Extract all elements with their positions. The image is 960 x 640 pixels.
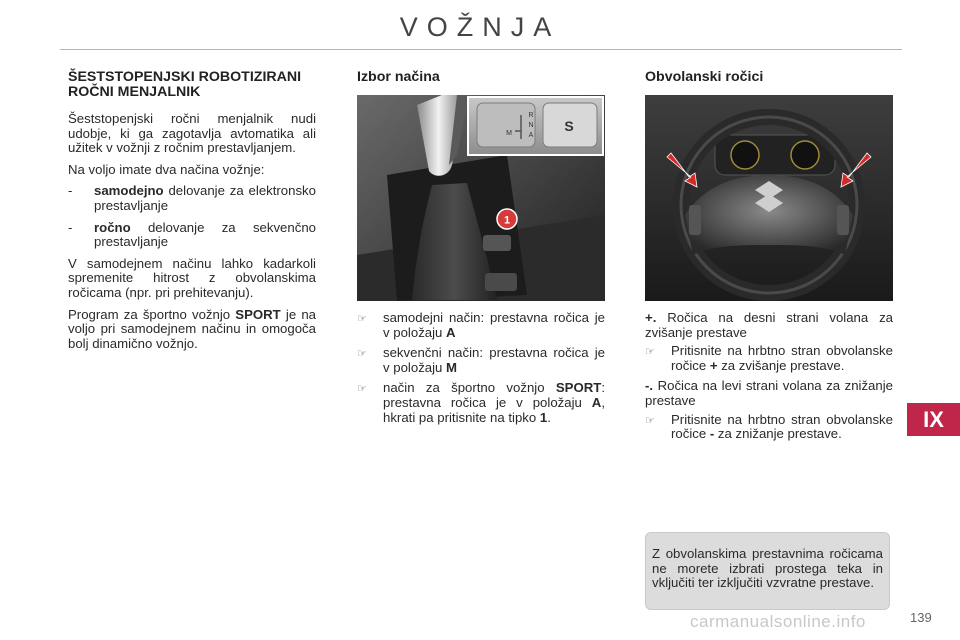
list-item: -. Ročica na levi strani volana za znižanje prestave: [645, 378, 893, 408]
page-title: VOŽNJA: [399, 12, 561, 42]
bullet-hand-icon: ☞: [357, 383, 367, 396]
title-divider: [60, 49, 902, 50]
bullet-hand-icon: ☞: [357, 313, 367, 325]
section-heading-mode: Izbor načina: [357, 69, 440, 85]
list-item: ☞ način za športno vožnjo SPORT: prestavna ročica je v položaju A, hkrati pa pritisnite na tipko 1.: [357, 380, 605, 425]
position-a: A: [446, 324, 456, 340]
list-item: [68, 221, 316, 250]
gear-selector-photo: [357, 95, 605, 301]
column-gearbox-intro: [68, 70, 316, 358]
list-item: ☞ Pritisnite na hrbtno stran obvolanske ročice + za zvišanje prestave.: [645, 343, 893, 373]
column-mode-selection: [357, 70, 605, 431]
sport-term: SPORT: [235, 306, 281, 322]
section-heading-gearbox: ŠESTSTOPENJSKI ROBOTIZIRANI ROČNI MENJALNIK: [68, 69, 302, 100]
mode-auto-desc: delovanje za elektronsko prestavljanje: [94, 183, 316, 213]
intro-paragraph: Šeststopenjski ročni menjalnik nudi udobje, ki ga zagotavlja avtomatika ali užitek v vožnji z ročnim prestavljanjem.: [68, 111, 316, 156]
list-dash: -: [68, 219, 73, 235]
list-item: +. Ročica na desni strani volana za zvišanje prestave: [645, 310, 893, 340]
minus-sign: -.: [645, 378, 654, 394]
position-m: M: [446, 359, 458, 375]
note-box: Z obvolanskima prestavnima ročicama ne morete izbrati prostega teka in vključiti ter izključiti vzvratne prestave.: [645, 532, 890, 610]
column-paddles: [645, 70, 893, 448]
sport-button-label: S: [564, 118, 574, 134]
steering-wheel-illustration: [645, 95, 893, 301]
modes-intro: Na voljo imate dva načina vožnje:: [68, 161, 265, 177]
chapter-tab[interactable]: IX: [907, 403, 960, 436]
list-dash: -: [68, 183, 73, 199]
label-a: A: [528, 132, 534, 139]
list-item: ☞ Pritisnite na hrbtno stran obvolanske ročice - za znižanje prestave.: [645, 411, 893, 442]
list-item: ☞ samodejni način: prestavna ročica je v položaju A: [357, 310, 605, 340]
callout-1: 1: [503, 214, 511, 227]
list-item: ☞ sekvenčni način: prestavna ročica je v položaju M: [357, 345, 605, 375]
page-number: 139: [910, 610, 932, 625]
gear-selector-illustration: [357, 95, 605, 301]
label-r: R: [528, 112, 534, 119]
label-m: M: [506, 130, 512, 137]
mode-auto-term: samodejno: [94, 183, 164, 199]
label-n: N: [528, 122, 534, 129]
watermark: carmanualsonline.info: [690, 612, 866, 631]
mode-manual-term: ročno: [94, 219, 131, 235]
bullet-hand-icon: ☞: [645, 414, 655, 427]
bullet-hand-icon: ☞: [645, 346, 655, 359]
bullet-hand-icon: ☞: [357, 348, 367, 361]
section-heading-paddles: Obvolanski ročici: [645, 69, 764, 85]
auto-mode-paragraph: V samodejnem načinu lahko kadarkoli spremenite hitrost z obvolanskima ročicama (npr. pri prehitevanju).: [68, 255, 316, 300]
steering-wheel-photo: [645, 95, 893, 301]
mode-manual-desc: delovanje za sekvenčno prestavljanje: [94, 219, 316, 250]
list-item: [68, 184, 316, 213]
plus-sign: +.: [645, 310, 657, 325]
sport-paragraph: Program za športno vožnjo SPORT je na voljo pri samodejnem načinu in omogoča bolj dinamično vožnjo.: [68, 306, 316, 351]
